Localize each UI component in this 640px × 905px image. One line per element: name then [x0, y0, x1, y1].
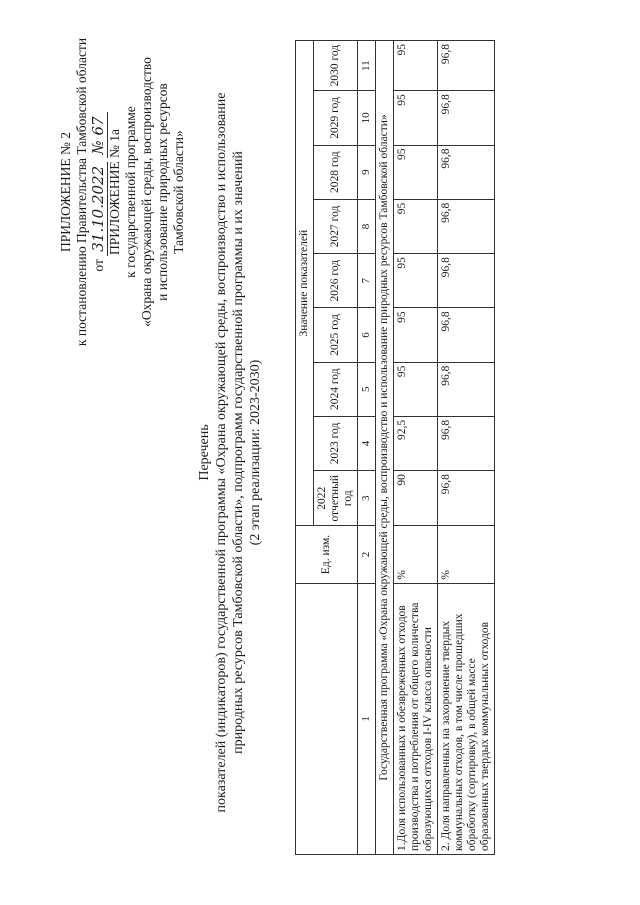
- header-year: 2023 год: [314, 416, 358, 470]
- column-number: 2: [358, 526, 376, 583]
- header-year: 2028 год: [314, 145, 358, 199]
- column-number: 6: [358, 308, 376, 362]
- column-number: 11: [358, 41, 376, 91]
- indicator-name: 2. Доля направленных на захоронение твердых коммунальных отходов, в том числе прошедших обработку (сортировку), в общей массе образованных твердых коммунальных отходов: [438, 583, 495, 854]
- indicator-value: 95: [394, 41, 438, 91]
- title-line-2: показателей (индикаторов) государственной программы «Охрана окружающей среды, воспроизводство и использование: [214, 92, 229, 813]
- indicator-name: 1.Доля использованных и обезвреженных отходов производства и потребления от общего количества образующихся отходов I-IV класса опасности: [394, 583, 438, 854]
- date-prefix: от: [91, 259, 106, 272]
- title-line-4: (2 этап реализации: 2023-2030): [248, 359, 263, 546]
- appendix-1a: ПРИЛОЖЕНИЕ № 1а: [107, 128, 122, 256]
- indicator-value: 90: [394, 471, 438, 526]
- header-year: 2026 год: [314, 254, 358, 308]
- column-number: 9: [358, 145, 376, 199]
- approval-block: [58, 22, 187, 362]
- appendix-number: ПРИЛОЖЕНИЕ № 2: [58, 131, 73, 253]
- header-values-group: Значение показателей: [296, 41, 314, 526]
- header-indicator-cell: [296, 583, 358, 854]
- resolution-date-line: [90, 22, 107, 362]
- program-ref: к государственной программе: [123, 106, 138, 278]
- column-number: 8: [358, 199, 376, 253]
- indicators-table: [295, 40, 495, 855]
- header-year: 2024 год: [314, 362, 358, 416]
- document-title: [196, 30, 264, 875]
- indicator-value: 96,8: [438, 416, 495, 470]
- header-year: 2030 год: [314, 41, 358, 91]
- header-unit: Ед. изм.: [296, 526, 358, 583]
- resolution-ref: к постановлению Правительства Тамбовской области: [74, 37, 89, 347]
- indicator-value: 96,8: [438, 91, 495, 145]
- indicator-value: 95: [394, 199, 438, 253]
- indicator-value: 95: [394, 362, 438, 416]
- program-name: Государственная программа «Охрана окружающей среды, воспроизводство и использование природных ресурсов Тамбовской области»: [376, 41, 394, 855]
- indicator-value: 96,8: [438, 145, 495, 199]
- header-row-1: [296, 41, 314, 855]
- header-year: 2022 отчетный год: [314, 471, 358, 526]
- column-number: 4: [358, 416, 376, 470]
- indicator-unit: %: [438, 526, 495, 583]
- indicator-value: 95: [394, 254, 438, 308]
- indicator-value: 95: [394, 91, 438, 145]
- title-line-3: природных ресурсов Тамбовской области», подпрограмм государственной программы и их значений: [231, 151, 246, 754]
- program-name-3: Тамбовской области»: [171, 130, 186, 254]
- indicator-value: 96,8: [438, 308, 495, 362]
- indicator-unit: %: [394, 526, 438, 583]
- column-number: 7: [358, 254, 376, 308]
- column-number: 5: [358, 362, 376, 416]
- handwritten-date: 31.10.2022: [89, 162, 108, 256]
- title-word: Перечень: [197, 424, 212, 481]
- table-row: [438, 41, 495, 855]
- column-number-row: [358, 41, 376, 855]
- column-number: 10: [358, 91, 376, 145]
- column-number: 1: [358, 583, 376, 854]
- indicator-value: 96,8: [438, 41, 495, 91]
- table-row: [394, 41, 438, 855]
- indicator-value: 95: [394, 145, 438, 199]
- indicator-value: 96,8: [438, 254, 495, 308]
- indicator-value: 96,8: [438, 362, 495, 416]
- header-year: 2029 год: [314, 91, 358, 145]
- handwritten-number: № 67: [89, 112, 108, 158]
- header-year: 2027 год: [314, 199, 358, 253]
- header-year: 2025 год: [314, 308, 358, 362]
- column-number: 3: [358, 471, 376, 526]
- indicator-value: 95: [394, 308, 438, 362]
- indicator-value: 96,8: [438, 471, 495, 526]
- indicator-value: 92,5: [394, 416, 438, 470]
- indicator-value: 96,8: [438, 199, 495, 253]
- program-name-1: «Охрана окружающей среды, воспроизводство: [139, 57, 154, 327]
- program-name-2: и использование природных ресурсов: [155, 83, 170, 301]
- program-row: [376, 41, 394, 855]
